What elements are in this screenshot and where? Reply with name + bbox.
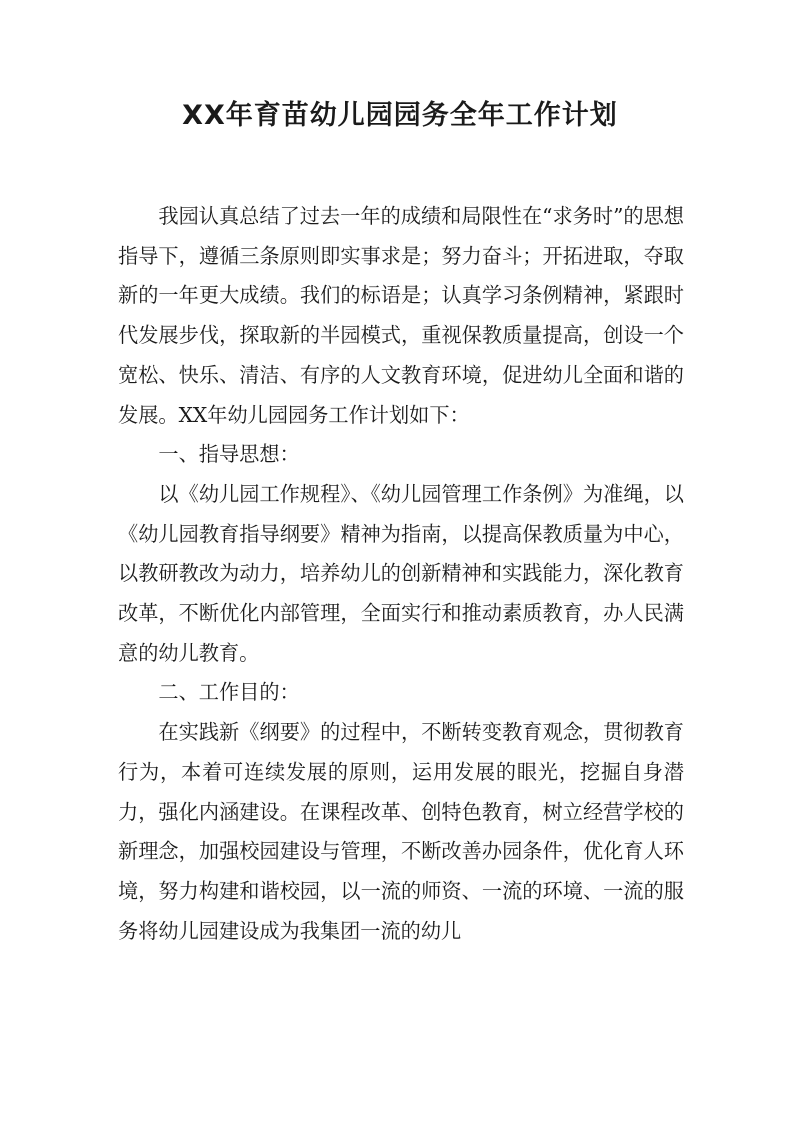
guiding-ideology-paragraph: 以《幼儿园工作规程》、《幼儿园管理工作条例》为准绳，以《幼儿园教育指导纲要》精神为指南，以提高保教质量为中心，以教研教改为动力，培养幼儿的创新精神和实践能力，深化教育改革，不断优化内部管理，全面实行和推动素质教育，办人民满意的幼儿教育。 [118,481,684,665]
document-title: XX年育苗幼儿园园务全年工作计划 [182,100,618,131]
document-body [118,197,684,951]
work-goals-paragraph: 在实践新《纲要》的过程中，不断转变教育观念，贯彻教育行为，本着可连续发展的原则，运用发展的眼光，挖掘自身潜力，强化内涵建设。在课程改革、创特色教育，树立经营学校的新理念，加强校园建设与管理，不断改善办园条件，优化育人环境，努力构建和谐校园，以一流的师资、一流的环境、一流的服务将幼儿园建设成为我集团一流的幼儿 [118,720,684,943]
section-heading-guiding-ideology: 一、指导思想： [158,442,300,467]
intro-paragraph: 我园认真总结了过去一年的成绩和局限性在“求务时”的思想指导下，遵循三条原则即实事求是；努力奋斗；开拓进取，夺取新的一年更大成绩。我们的标语是；认真学习条例精神，紧跟时代发展步伐，探取新的半园模式，重视保教质量提高，创设一个宽松、快乐、清洁、有序的人文教育环境，促进幼儿全面和谐的发展。XX年幼儿园园务工作计划如下： [118,204,684,427]
section-heading-work-goals: 二、工作目的： [158,680,300,705]
